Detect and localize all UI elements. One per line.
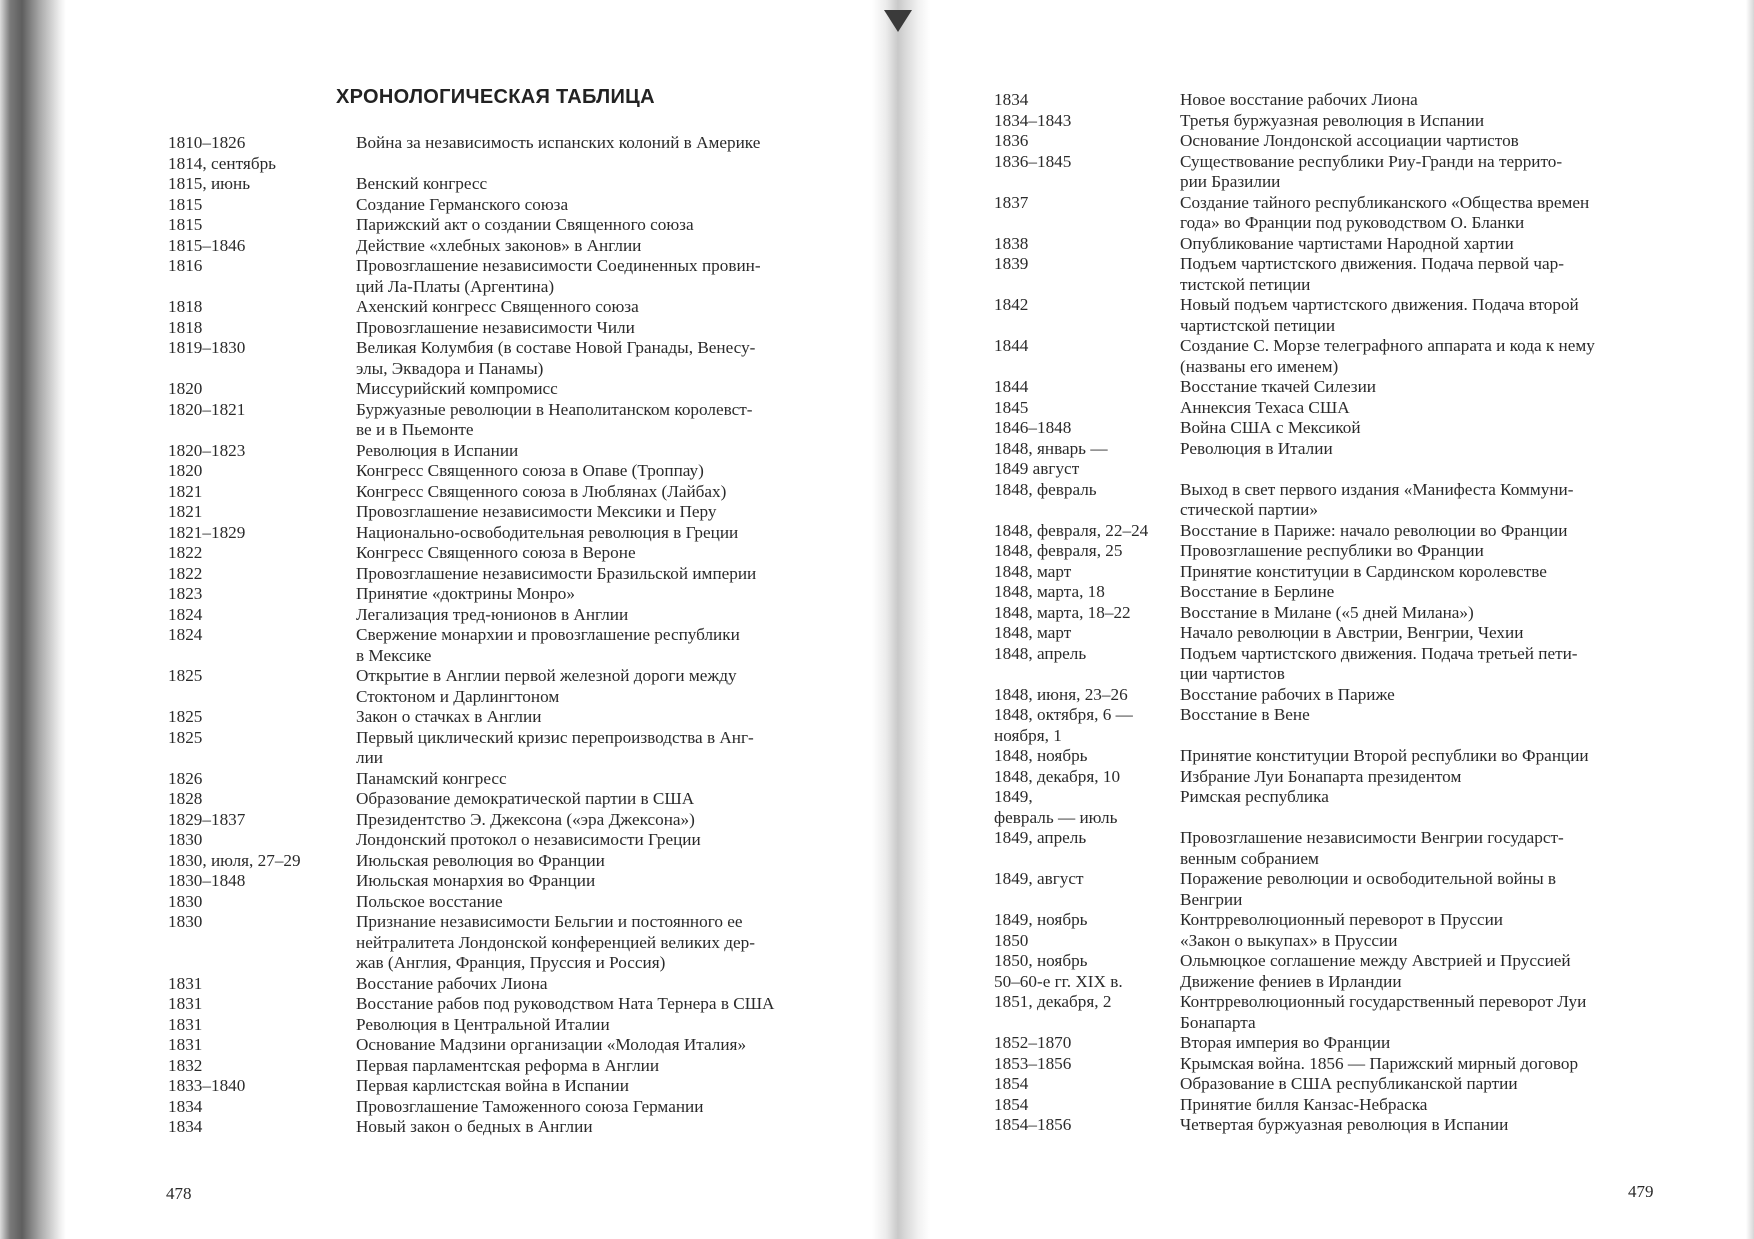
entry-event: Провозглашение независимости Чили — [356, 317, 635, 337]
entry-event: Поражение революции и освободительной войны в Венгрии — [1180, 869, 1557, 909]
entry-date: 1848, март — [994, 623, 1072, 642]
chronology-entry — [168, 256, 828, 297]
entry-event: Буржуазные революции в Неаполитанском королевст- ве и в Пьемонте — [356, 399, 753, 439]
entry-date: 1831 — [168, 994, 203, 1013]
entry-date: 1839 — [994, 254, 1029, 273]
entry-date: 1836–1845 — [994, 151, 1072, 171]
entry-event: Революция в Испании — [356, 440, 519, 460]
entry-date: 1844 — [994, 336, 1029, 355]
chronology-entry — [994, 787, 1652, 828]
entry-event: Восстание в Берлине — [1180, 582, 1335, 601]
entry-event: Революция в Италии — [1180, 438, 1333, 458]
entry-date: 1830, июля, 27–29 — [168, 850, 301, 870]
entry-event: Подъем чартистского движения. Подача третьей пети- ции чартистов — [1180, 643, 1578, 683]
entry-date: 1854–1856 — [994, 1115, 1072, 1134]
entry-event: Вторая империя во Франции — [1180, 1033, 1391, 1052]
chronology-entry — [168, 728, 828, 769]
entry-event: Венский конгресс — [356, 174, 488, 193]
entry-event: Война за независимость испанских колоний в Америке — [356, 133, 761, 152]
right-page-entries — [994, 90, 1652, 1136]
entry-date: 1848, октября, 6 — ноября, 1 — [994, 705, 1133, 745]
chronology-entry — [994, 1033, 1652, 1054]
chronology-entry — [168, 543, 828, 564]
entry-event: Выход в свет первого издания «Манифеста Коммуни- стической партии» — [1180, 479, 1574, 519]
chronology-entry — [994, 951, 1652, 972]
entry-event: Первый циклический кризис перепроизводства в Анг- лии — [356, 727, 754, 767]
entry-date: 1822 — [168, 543, 203, 562]
chronology-entry — [994, 193, 1652, 234]
chronology-entry — [168, 400, 828, 441]
entry-event: Образование в США республиканской партии — [1180, 1074, 1518, 1093]
chronology-entry — [168, 994, 828, 1015]
entry-event: Провозглашение Таможенного союза Германии — [356, 1096, 704, 1116]
entry-date: 1851, декабря, 2 — [994, 992, 1112, 1011]
entry-date: 50–60-е гг. XIX в. — [994, 971, 1123, 991]
entry-date: 1838 — [994, 233, 1029, 253]
chronology-entry — [994, 972, 1652, 993]
entry-event: Лондонский протокол о независимости Греции — [356, 830, 701, 849]
entry-event: Подъем чартистского движения. Подача первой чар- тистской петиции — [1180, 254, 1564, 294]
entry-date: 1814, сентябрь — [168, 153, 277, 173]
entry-date: 1848, марта, 18–22 — [994, 602, 1131, 622]
entry-event: Принятие конституции в Сардинском королевстве — [1180, 561, 1547, 581]
chronology-entry — [168, 1076, 828, 1097]
chronology-entry — [994, 295, 1652, 336]
chronology-entry — [994, 1095, 1652, 1116]
entry-date: 1818 — [168, 317, 203, 337]
chronology-entry — [994, 828, 1652, 869]
chronology-entry — [168, 236, 828, 257]
entry-date: 1825 — [168, 727, 203, 747]
entry-event: Панамский конгресс — [356, 768, 507, 788]
entry-event: Восстание рабочих в Париже — [1180, 684, 1395, 704]
entry-date: 1848, февраля, 25 — [994, 541, 1123, 560]
entry-event: Провозглашение независимости Мексики и Перу — [356, 502, 717, 521]
entry-date: 1820 — [168, 379, 203, 398]
entry-date: 1815, июнь — [168, 174, 251, 193]
chronology-entry — [994, 705, 1652, 746]
chronology-entry — [168, 297, 828, 318]
entry-event: Существование республики Риу-Гранди на террито- рии Бразилии — [1180, 151, 1563, 191]
entry-event: «Закон о выкупах» в Пруссии — [1180, 930, 1398, 950]
entry-date: 1842 — [994, 295, 1029, 314]
entry-date: 1848, январь — 1849 август — [994, 438, 1108, 478]
entry-event: Контрреволюционный переворот в Пруссии — [1180, 910, 1503, 929]
entry-event: Конгресс Священного союза в Опаве (Троппау) — [356, 461, 704, 480]
chronology-entry — [994, 869, 1652, 910]
entry-event: Президентство Э. Джексона («эра Джексона») — [356, 809, 695, 829]
entry-date: 1830 — [168, 830, 203, 849]
chronology-entry — [994, 767, 1652, 788]
chronology-entry — [168, 215, 828, 236]
chronology-entry — [994, 234, 1652, 255]
entry-date: 1818 — [168, 297, 203, 316]
entry-event: Ахенский конгресс Священного союза — [356, 297, 639, 316]
chronology-entry — [168, 912, 828, 974]
chronology-entry — [168, 810, 828, 831]
entry-event: Провозглашение независимости Соединенных провин- ций Ла-Платы (Аргентина) — [356, 256, 761, 296]
entry-date: 1829–1837 — [168, 809, 246, 829]
entry-date: 1823 — [168, 584, 203, 603]
chronology-entry — [994, 1074, 1652, 1095]
entry-event: Конгресс Священного союза в Люблянах (Лайбах) — [356, 481, 727, 501]
entry-event: Провозглашение независимости Бразильской империи — [356, 563, 757, 583]
chronology-entry — [994, 910, 1652, 931]
left-page-entries — [168, 133, 828, 1138]
chronology-entry — [994, 541, 1652, 562]
entry-date: 1828 — [168, 789, 203, 808]
entry-event: Июльская революция во Франции — [356, 850, 605, 870]
entry-date: 1824 — [168, 625, 203, 644]
entry-date: 1848, март — [994, 561, 1072, 581]
entry-date: 1816 — [168, 256, 203, 275]
entry-date: 1825 — [168, 707, 203, 726]
entry-event: Третья буржуазная революция в Испании — [1180, 110, 1485, 130]
entry-event: Свержение монархии и провозглашение республики в Мексике — [356, 625, 740, 665]
entry-event: Провозглашение республики во Франции — [1180, 541, 1484, 560]
chronology-entry — [994, 131, 1652, 152]
page-edge-shadow — [1746, 0, 1754, 1239]
entry-event: Великая Колумбия (в составе Новой Гранады, Венесу- элы, Эквадора и Панамы) — [356, 338, 756, 378]
entry-event: Парижский акт о создании Священного союза — [356, 215, 694, 234]
entry-event: Принятие билля Канзас-Небраска — [1180, 1094, 1428, 1114]
entry-date: 1815–1846 — [168, 235, 246, 255]
entry-event: Легализация тред-юнионов в Англии — [356, 604, 629, 624]
entry-event: Закон о стачках в Англии — [356, 707, 542, 726]
entry-event: Принятие конституции Второй республики во Франции — [1180, 746, 1589, 765]
entry-date: 1832 — [168, 1055, 203, 1075]
entry-event: Восстание в Вене — [1180, 705, 1310, 724]
entry-event: Восстание ткачей Силезии — [1180, 377, 1376, 396]
entry-date: 1815 — [168, 194, 203, 214]
chronology-entry — [994, 418, 1652, 439]
chronology-entry — [994, 992, 1652, 1033]
chronology-entry — [168, 564, 828, 585]
entry-date: 1820 — [168, 461, 203, 480]
entry-date: 1853–1856 — [994, 1053, 1072, 1073]
chronology-entry — [168, 1015, 828, 1036]
chronology-entry — [168, 707, 828, 728]
book-gutter-shadow — [872, 0, 930, 1239]
chronology-entry — [994, 152, 1652, 193]
entry-event: Восстание в Милане («5 дней Милана») — [1180, 602, 1474, 622]
chronology-entry — [994, 931, 1652, 952]
entry-event: Основание Мадзини организации «Молодая Италия» — [356, 1035, 747, 1054]
chronology-entry — [994, 1054, 1652, 1075]
entry-event: Восстание рабов под руководством Ната Тернера в США — [356, 994, 775, 1013]
entry-event: Революция в Центральной Италии — [356, 1014, 610, 1034]
entry-date: 1848, июня, 23–26 — [994, 684, 1128, 704]
entry-event: Восстание в Париже: начало революции во Франции — [1180, 520, 1568, 540]
chronology-entry — [168, 769, 828, 790]
chronology-entry — [994, 685, 1652, 706]
chronology-entry — [168, 605, 828, 626]
entry-date: 1831 — [168, 973, 203, 993]
entry-date: 1845 — [994, 397, 1029, 417]
entry-date: 1833–1840 — [168, 1076, 246, 1095]
chronology-entry — [168, 974, 828, 995]
entry-date: 1844 — [994, 377, 1029, 396]
entry-event — [356, 154, 828, 175]
entry-event: Избрание Луи Бонапарта президентом — [1180, 766, 1462, 786]
entry-date: 1836 — [994, 131, 1029, 150]
entry-event: Конгресс Священного союза в Вероне — [356, 543, 636, 562]
chronology-entry — [168, 666, 828, 707]
chronology-entry — [168, 318, 828, 339]
chronology-entry — [168, 584, 828, 605]
chronology-entry — [168, 523, 828, 544]
entry-event: Новый закон о бедных в Англии — [356, 1117, 593, 1136]
entry-date: 1854 — [994, 1074, 1029, 1093]
entry-date: 1850, ноябрь — [994, 951, 1088, 970]
entry-event: Основание Лондонской ассоциации чартистов — [1180, 131, 1519, 150]
entry-date: 1821 — [168, 502, 203, 521]
entry-date: 1848, марта, 18 — [994, 582, 1105, 601]
entry-date: 1854 — [994, 1094, 1029, 1114]
entry-event: Первая парламентская реформа в Англии — [356, 1055, 660, 1075]
entry-date: 1810–1826 — [168, 133, 246, 152]
chronology-entry — [168, 379, 828, 400]
entry-date: 1834 — [168, 1096, 203, 1116]
chronology-entry — [994, 254, 1652, 295]
entry-date: 1848, февраля, 22–24 — [994, 520, 1149, 540]
entry-event: Польское восстание — [356, 891, 503, 911]
entry-event: Движение фениев в Ирландии — [1180, 971, 1402, 991]
page-number-left: 478 — [166, 1184, 192, 1203]
entry-event: Новый подъем чартистского движения. Подача второй чартистской петиции — [1180, 295, 1579, 335]
entry-date: 1849, ноябрь — [994, 910, 1088, 929]
chronology-entry — [168, 871, 828, 892]
page-title: ХРОНОЛОГИЧЕСКАЯ ТАБЛИЦА — [336, 86, 655, 108]
book-binding-shadow — [0, 0, 66, 1239]
entry-event: Первая карлистская война в Испании — [356, 1076, 629, 1095]
chronology-entry — [168, 482, 828, 503]
chronology-entry — [168, 338, 828, 379]
entry-event: Признание независимости Бельгии и постоянного ее нейтралитета Лондонской конференцией великих дер- жав (Англия, Франция, Пруссия и Россия) — [356, 912, 755, 972]
entry-date: 1850 — [994, 930, 1029, 950]
entry-date: 1849, февраль — июль — [994, 787, 1118, 827]
chronology-entry — [994, 603, 1652, 624]
entry-date: 1820–1821 — [168, 399, 246, 419]
chronology-entry — [994, 521, 1652, 542]
chronology-entry — [994, 644, 1652, 685]
chronology-entry — [994, 582, 1652, 603]
entry-date: 1834–1843 — [994, 110, 1072, 130]
entry-date: 1834 — [994, 90, 1029, 109]
entry-date: 1831 — [168, 1014, 203, 1034]
chronology-entry — [168, 461, 828, 482]
gutter-corner-mark — [884, 10, 912, 32]
entry-event: Создание тайного республиканского «Общества времен года» во Франции под руководством О. Бланки — [1180, 192, 1590, 232]
entry-date: 1837 — [994, 192, 1029, 212]
chronology-entry — [994, 480, 1652, 521]
chronology-entry — [168, 1056, 828, 1077]
chronology-entry — [168, 133, 828, 154]
entry-date: 1848, ноябрь — [994, 746, 1088, 765]
entry-event: Ольмюцкое соглашение между Австрией и Пруссией — [1180, 951, 1571, 970]
entry-event: Аннексия Техаса США — [1180, 397, 1350, 417]
chronology-entry — [994, 623, 1652, 644]
entry-date: 1821 — [168, 481, 203, 501]
entry-date: 1824 — [168, 604, 203, 624]
chronology-entry — [994, 90, 1652, 111]
entry-date: 1820–1823 — [168, 440, 246, 460]
entry-event: Принятие «доктрины Монро» — [356, 584, 575, 603]
entry-date: 1830 — [168, 912, 203, 931]
entry-date: 1819–1830 — [168, 338, 246, 357]
entry-event: Создание С. Морзе телеграфного аппарата и кода к нему (названы его именем) — [1180, 336, 1595, 376]
entry-event: Четвертая буржуазная революция в Испании — [1180, 1115, 1509, 1134]
entry-date: 1849, апрель — [994, 828, 1087, 847]
chronology-entry — [168, 1097, 828, 1118]
entry-event: Образование демократической партии в США — [356, 789, 695, 808]
entry-date: 1822 — [168, 563, 203, 583]
chronology-entry — [168, 851, 828, 872]
entry-date: 1821–1829 — [168, 522, 246, 542]
entry-event: Июльская монархия во Франции — [356, 871, 596, 890]
chronology-entry — [168, 625, 828, 666]
entry-date: 1815 — [168, 215, 203, 234]
entry-event: Новое восстание рабочих Лиона — [1180, 90, 1418, 109]
chronology-entry — [168, 1117, 828, 1138]
chronology-entry — [994, 111, 1652, 132]
entry-event: Война США с Мексикой — [1180, 418, 1361, 437]
entry-date: 1834 — [168, 1117, 203, 1136]
chronology-entry — [168, 892, 828, 913]
entry-date: 1830–1848 — [168, 871, 246, 890]
chronology-entry — [168, 174, 828, 195]
entry-date: 1848, февраль — [994, 479, 1097, 499]
chronology-entry — [994, 377, 1652, 398]
entry-event: Открытие в Англии первой железной дороги между Стоктоном и Дарлингтоном — [356, 666, 737, 706]
chronology-entry — [994, 336, 1652, 377]
entry-event: Действие «хлебных законов» в Англии — [356, 235, 642, 255]
entry-event: Миссурийский компромисс — [356, 379, 558, 398]
entry-event: Восстание рабочих Лиона — [356, 973, 548, 993]
entry-date: 1848, апрель — [994, 643, 1087, 663]
chronology-entry — [994, 1115, 1652, 1136]
chronology-entry — [994, 439, 1652, 480]
entry-date: 1825 — [168, 666, 203, 685]
chronology-entry — [994, 398, 1652, 419]
entry-date: 1846–1848 — [994, 418, 1072, 437]
entry-event: Национально-освободительная революция в Греции — [356, 522, 739, 542]
entry-date: 1831 — [168, 1035, 203, 1054]
entry-event: Крымская война. 1856 — Парижский мирный договор — [1180, 1053, 1579, 1073]
entry-date: 1849, август — [994, 869, 1084, 888]
chronology-entry — [994, 562, 1652, 583]
chronology-entry — [168, 154, 828, 175]
chronology-entry — [994, 746, 1652, 767]
chronology-entry — [168, 441, 828, 462]
chronology-entry — [168, 830, 828, 851]
entry-event: Римская республика — [1180, 787, 1329, 806]
page-number-right: 479 — [1628, 1182, 1654, 1201]
chronology-entry — [168, 502, 828, 523]
entry-date: 1852–1870 — [994, 1033, 1072, 1052]
entry-event: Контрреволюционный государственный переворот Луи Бонапарта — [1180, 992, 1587, 1032]
entry-date: 1848, декабря, 10 — [994, 766, 1121, 786]
entry-event: Создание Германского союза — [356, 194, 569, 214]
chronology-entry — [168, 1035, 828, 1056]
entry-date: 1826 — [168, 768, 203, 788]
entry-event: Опубликование чартистами Народной хартии — [1180, 233, 1514, 253]
chronology-entry — [168, 789, 828, 810]
entry-event: Провозглашение независимости Венгрии государст- венным собранием — [1180, 828, 1564, 868]
entry-date: 1830 — [168, 891, 203, 911]
entry-event: Начало революции в Австрии, Венгрии, Чехии — [1180, 623, 1524, 642]
chronology-entry — [168, 195, 828, 216]
